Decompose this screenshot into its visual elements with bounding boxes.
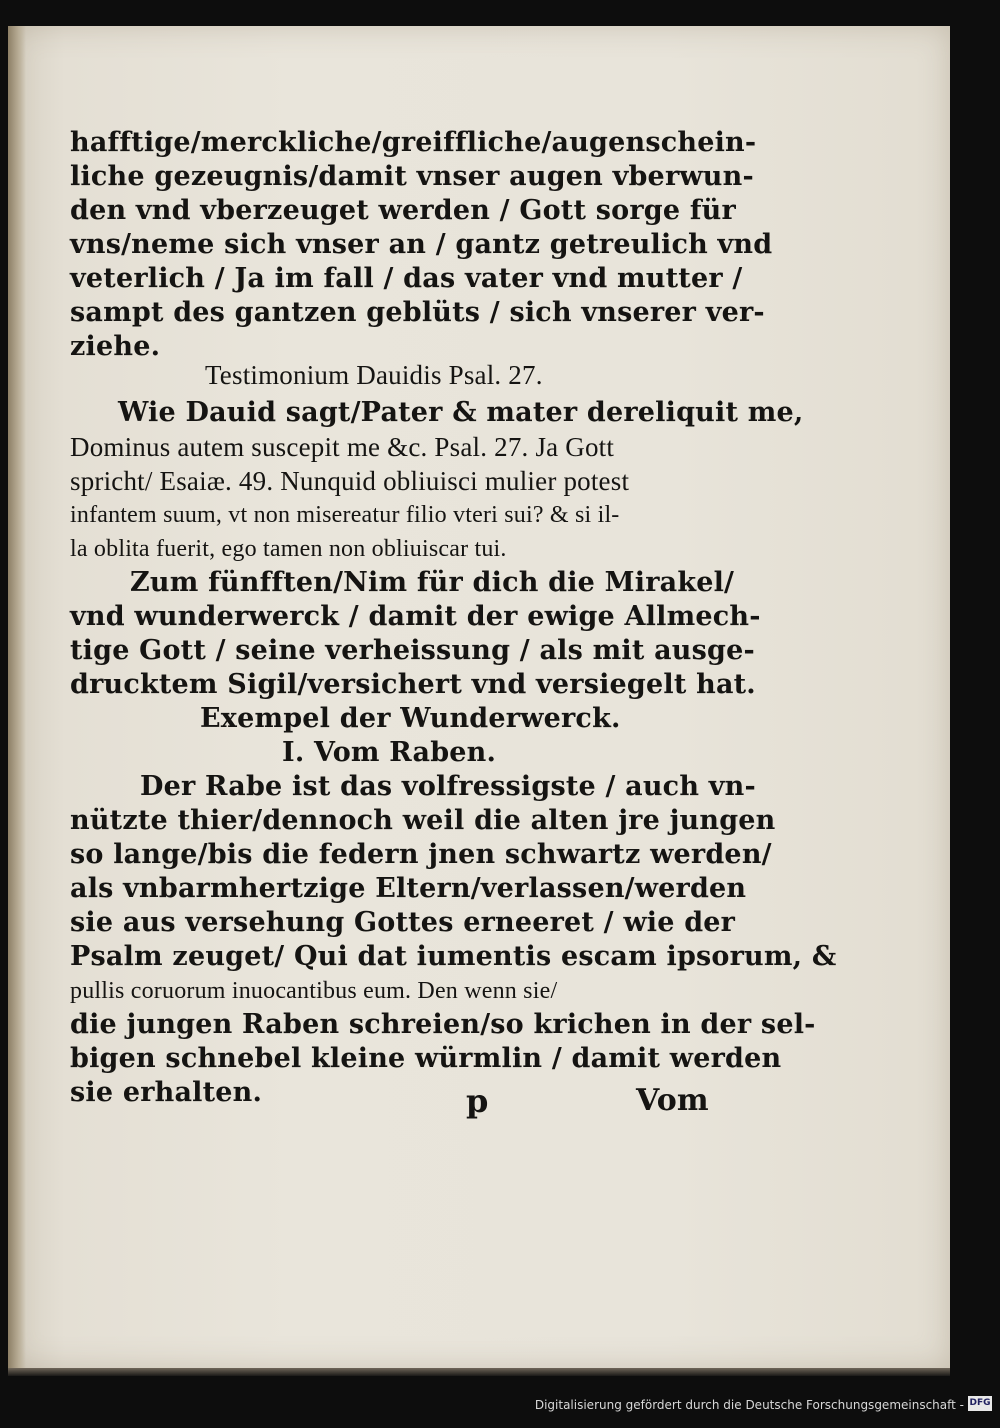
signature-mark: p — [466, 1082, 489, 1120]
text-line: Zum fünfften/Nim für dich die Mirakel/ — [130, 567, 735, 598]
text-line: drucktem Sigil/versichert vnd versiegelt hat. — [70, 669, 756, 700]
testimonium-heading: Testimonium Dauidis Psal. 27. — [205, 360, 543, 390]
dfg-logo: DFG — [968, 1396, 992, 1411]
text-line: nützte thier/dennoch weil die alten jre jungen — [70, 805, 776, 836]
text-line: Wie Dauid sagt/Pater & mater dereliquit me, — [118, 397, 804, 428]
text-line: Der Rabe ist das volfressigste / auch vn- — [140, 771, 756, 802]
text-line: als vnbarmhertzige Eltern/verlassen/werden — [70, 873, 747, 904]
text-line: hafftige/merckliche/greiffliche/augenschein- — [70, 127, 757, 158]
text-line: sampt des gantzen geblüts / sich vnserer ver- — [70, 297, 765, 328]
text-line: vns/neme sich vnser an / gantz getreulich vnd — [70, 229, 773, 260]
text-line: spricht/ Esaiæ. 49. Nunquid obliuisci mulier potest — [70, 466, 630, 496]
text-line: veterlich / Ja im fall / das vater vnd mutter / — [70, 263, 743, 294]
text-line: pullis coruorum inuocantibus eum. Den wenn sie/ — [70, 978, 558, 1004]
raben-heading: I. Vom Raben. — [282, 737, 497, 768]
text-line: Dominus autem suscepit me &c. Psal. 27. Ja Gott — [70, 432, 615, 462]
text-line: Psalm zeuget/ Qui dat iumentis escam ipsorum, & — [70, 941, 837, 972]
text-line: la oblita fuerit, ego tamen non obliuiscar tui. — [70, 536, 507, 562]
exempel-heading: Exempel der Wunderwerck. — [200, 703, 621, 734]
text-line: infantem suum, vt non misereatur filio vteri sui? & si il- — [70, 502, 620, 528]
text-line: den vnd vberzeuget werden / Gott sorge für — [70, 195, 736, 226]
text-line: die jungen Raben schreien/so krichen in der sel- — [70, 1009, 816, 1040]
text-line: ziehe. — [70, 331, 161, 362]
text-line: tige Gott / seine verheissung / als mit ausge- — [70, 635, 755, 666]
catchword: Vom — [636, 1083, 709, 1118]
page-spine-shadow — [8, 26, 26, 1368]
text-line: sie erhalten. — [70, 1077, 263, 1108]
text-line: so lange/bis die federn jnen schwartz werden/ — [70, 839, 772, 870]
page-bottom-edge — [8, 1368, 950, 1376]
text-line: sie aus versehung Gottes erneeret / wie der — [70, 907, 736, 938]
text-line: liche gezeugnis/damit vnser augen vberwun- — [70, 161, 754, 192]
text-line: bigen schnebel kleine würmlin / damit werden — [70, 1043, 782, 1074]
text-line: vnd wunderwerck / damit der ewige Allmech- — [70, 601, 761, 632]
digitization-credit: Digitalisierung gefördert durch die Deutsche Forschungsgemeinschaft - — [534, 1398, 964, 1412]
